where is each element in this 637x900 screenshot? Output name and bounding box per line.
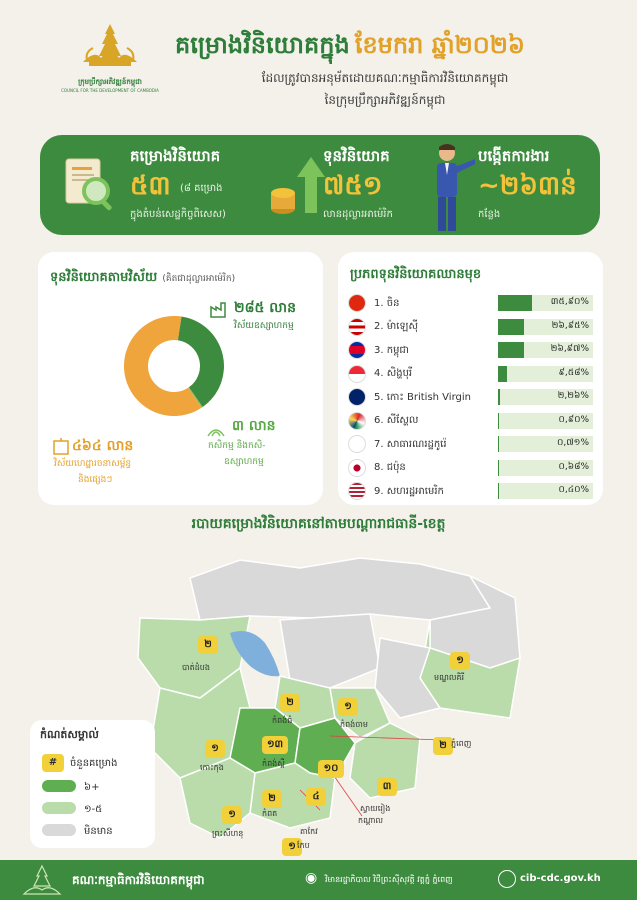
province-count-badge: ៣: [377, 778, 397, 796]
source-bar: [498, 389, 593, 405]
capital-unit: លានដុល្លារអាម៉េរិក: [323, 209, 393, 220]
agri-value: ៣ លាន: [232, 418, 276, 434]
source-row: [348, 480, 593, 502]
sector-donut-chart: [120, 312, 228, 420]
province-count-badge: ១: [450, 652, 470, 670]
legend-title: កំណត់សម្គាល់: [40, 728, 99, 741]
source-row: [348, 363, 593, 385]
farm-icon: [206, 420, 226, 438]
province-label: កំពត: [262, 809, 278, 818]
infra-value: ៤៦៤ លាន: [72, 438, 134, 454]
source-value: ២,២៦%: [557, 391, 589, 401]
page-title: [175, 30, 615, 65]
title-month: ខែមករា ឆ្នាំ២០២៦: [354, 31, 525, 59]
projects-value: ៥៣: [130, 171, 171, 201]
industry-value: ២៨៥ លាន: [234, 300, 296, 316]
province-count-badge: ១: [338, 698, 358, 716]
source-bar-fill: [498, 460, 499, 476]
province-label: កែប: [297, 841, 310, 850]
source-value: ០,៩០%: [558, 414, 589, 425]
source-name: 6. សីស្ហែល: [374, 415, 419, 426]
province-label: ព្រះសីហនុ: [212, 829, 244, 838]
source-bar: [498, 366, 593, 382]
province-count-badge: ២: [433, 737, 453, 755]
flag-cn-icon: [348, 294, 366, 312]
legend-badge-label: ចំនួនគម្រោង: [70, 758, 118, 769]
jobs-label: បង្កើតការងារ: [478, 147, 550, 165]
province-count-badge: ១០: [318, 760, 344, 778]
cambodia-map: [130, 548, 530, 853]
map-legend: [30, 720, 155, 848]
projects-note: (៨ គម្រោង: [180, 183, 223, 194]
factory-icon: [210, 300, 230, 318]
source-value: ០,៤០%: [558, 485, 589, 495]
source-row: [348, 316, 593, 338]
jobs-value: ~២៦៣ន់: [478, 171, 577, 201]
sector-card-title: ទុនវិនិយោគតាមវិស័យ: [50, 270, 158, 285]
source-bar-fill: [498, 295, 532, 311]
agri-label-2: ឧស្សាហកម្ម: [224, 457, 264, 467]
footer-org: គណៈកម្មាធិការវិនិយោគកម្ពុជា: [72, 873, 205, 887]
source-bar: [498, 413, 593, 429]
source-name: 2. ម៉ាឡេស៊ី: [374, 321, 418, 332]
source-name: 5. កោះ British Virgin: [374, 391, 471, 403]
source-name: 8. ជប៉ុន: [374, 462, 406, 473]
source-row: [348, 457, 593, 479]
map-title: របាយគម្រោងវិនិយោគនៅតាមបណ្តារាជធានី-ខេត្ត: [191, 516, 446, 532]
province-count-badge: ២: [262, 790, 282, 808]
sources-card: [338, 252, 603, 505]
subtitle-2: នៃក្រុមប្រឹក្សាអភិវឌ្ឍន៍កម្ពុជា: [324, 93, 446, 107]
province-label: ភ្នំពេញ: [451, 739, 472, 748]
legend-gray-swatch: [42, 824, 76, 836]
source-value: ៩,៥៨%: [558, 367, 589, 378]
source-bar-fill: [498, 413, 499, 429]
legend-badge: #: [42, 754, 64, 772]
title-main: គម្រោងវិនិយោគក្នុង: [175, 31, 350, 59]
flag-my-icon: [348, 318, 366, 336]
source-value: ០,៧១%: [557, 438, 589, 448]
flag-sc-icon: [348, 412, 366, 430]
logo: [55, 22, 165, 102]
jobs-unit: កន្លែង: [478, 209, 501, 220]
province-count-badge: ២: [280, 694, 300, 712]
industry-label: វិស័យឧស្សាហកម្ម: [234, 321, 294, 331]
logo-text: ក្រុមប្រឹក្សាអភិវឌ្ឍន៍កម្ពុជា: [78, 78, 142, 86]
province-label: កំពង់ធំ: [272, 716, 293, 725]
footer-web-icon: [498, 870, 516, 888]
source-bar: [498, 342, 593, 358]
source-bar: [498, 436, 593, 452]
sector-card-header: [50, 266, 235, 288]
source-bar-fill: [498, 342, 524, 358]
agri-label-1: កសិកម្ម និងកសិ-: [208, 441, 266, 451]
infra-label-2: និងផ្សេងៗ: [78, 475, 113, 485]
source-name: 1. ចិន: [374, 297, 400, 309]
source-bar: [498, 483, 593, 499]
capital-value: ៧៥១: [323, 171, 383, 201]
province-label: ស្វាយរៀង: [360, 804, 391, 813]
source-row: [348, 386, 593, 408]
source-name: 3. កម្ពុជា: [374, 344, 409, 356]
source-bar-fill: [498, 319, 524, 335]
source-bar-fill: [498, 483, 499, 499]
province-label: កំពង់ស្ពឺ: [262, 759, 285, 768]
sources-card-title: ប្រភពទុនវិនិយោគឈានមុខ: [350, 267, 482, 282]
sector-card-title-note: (គិតជាដុល្លារអាម៉េរិក): [162, 274, 236, 284]
source-value: ០,៦៨%: [558, 461, 589, 472]
source-row: [348, 339, 593, 361]
flag-sg-icon: [348, 365, 366, 383]
flag-us-icon: [348, 482, 366, 500]
footer-website[interactable]: cib-cdc.gov.kh: [520, 873, 601, 884]
province-count-badge: ១: [222, 806, 242, 824]
flag-kh-icon: [348, 341, 366, 359]
legend-dark-swatch: [42, 780, 76, 792]
province-label: កោះកុង: [200, 763, 224, 772]
province-label: កណ្ដាល: [358, 816, 383, 825]
document-magnifier-icon: [60, 155, 120, 215]
legend-dark-label: ៦+: [84, 782, 100, 793]
province-count-badge: ១: [282, 838, 302, 856]
flag-jp-icon: [348, 459, 366, 477]
source-bar-fill: [498, 366, 507, 382]
province-label: បាត់ដំបង: [182, 663, 210, 672]
source-row: [348, 433, 593, 455]
source-value: ២៦,៩៥%: [551, 320, 589, 331]
province-count-badge: ១៣: [262, 736, 288, 754]
footer-address: វិមានរដ្ឋាភិបាល វិថីព្រះស៊ីសុវត្ថិ វត្តភ្នំ ភ្នំពេញ: [325, 875, 453, 884]
flag-vg-icon: [348, 388, 366, 406]
legend-light-swatch: [42, 802, 76, 814]
projects-note-2: ក្នុងតំបន់សេដ្ឋកិច្ចពិសេស): [130, 209, 226, 220]
source-value: ៣៥,៩០%: [550, 297, 589, 307]
source-name: 7. សាធារណរដ្ឋកូរ៉េ: [374, 438, 447, 450]
source-bar: [498, 295, 593, 311]
province-count-badge: ២: [198, 636, 218, 654]
legend-gray-label: មិនមាន: [84, 826, 113, 837]
legend-light-label: ១-៥: [84, 804, 103, 815]
footer: [0, 860, 637, 900]
flag-kr-icon: [348, 435, 366, 453]
projects-label: គម្រោងវិនិយោគ: [130, 147, 221, 165]
province-label: កំពង់ចាម: [340, 720, 368, 729]
source-bar-fill: [498, 389, 500, 405]
infra-label-1: វិស័យហេដ្ឋារចនាសម្ព័ន្ធ: [54, 459, 132, 469]
source-value: ២៦,៩៧%: [550, 344, 589, 354]
sector-card: [38, 252, 323, 505]
subtitle-1: ដែលត្រូវបានអនុម័តដោយគណៈកម្មាធិការវិនិយោគកម្ពុជា: [261, 71, 509, 85]
footer-emblem-icon: [20, 864, 64, 898]
building-icon: [52, 437, 70, 455]
coins-arrow-icon: [265, 153, 325, 219]
footer-pin-icon: ◉: [305, 870, 318, 886]
businessman-icon: [425, 141, 475, 233]
source-bar: [498, 319, 593, 335]
province-count-badge: ៤: [306, 788, 326, 806]
source-name: 4. សិង្ហបុរី: [374, 368, 413, 379]
source-bar: [498, 460, 593, 476]
province-count-badge: ១: [205, 740, 225, 758]
province-label: តាកែវ: [300, 827, 318, 836]
source-bar-fill: [498, 436, 499, 452]
source-row: [348, 410, 593, 432]
province-label: មណ្ឌលគិរី: [434, 673, 465, 682]
cdc-emblem-icon: [75, 22, 145, 74]
stats-banner: [40, 135, 600, 235]
logo-text-en: COUNCIL FOR THE DEVELOPMENT OF CAMBODIA: [61, 88, 159, 93]
capital-label: ទុនវិនិយោគ: [323, 147, 390, 165]
source-name: 9. សហរដ្ឋអាមេរិក: [374, 485, 444, 497]
source-row: [348, 292, 593, 314]
